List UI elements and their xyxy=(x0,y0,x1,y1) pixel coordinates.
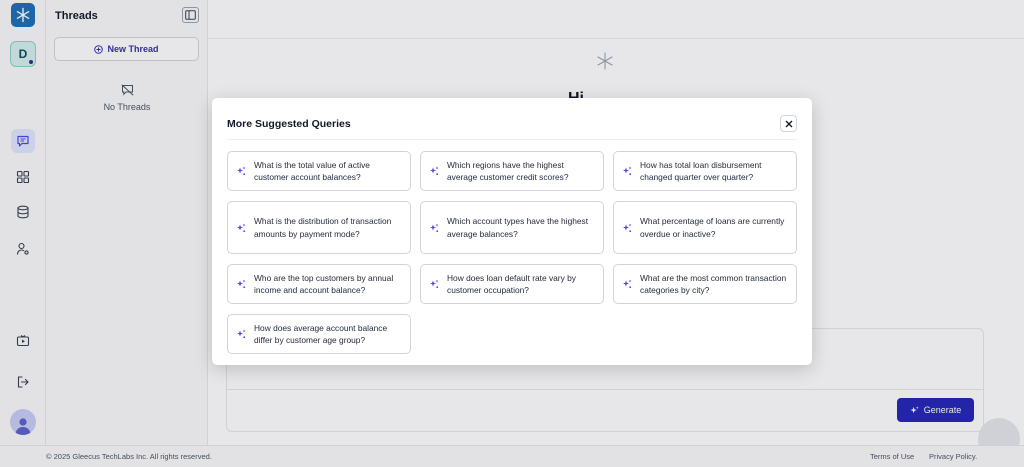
query-card[interactable] xyxy=(613,151,797,191)
query-card[interactable] xyxy=(227,314,411,354)
sparkle-icon xyxy=(429,223,439,233)
sparkle-icon xyxy=(429,279,439,289)
generate-label: Generate xyxy=(923,405,962,415)
query-text: Who are the top customers by annual income and account balance? xyxy=(254,272,394,295)
terms-link[interactable]: Terms of Use xyxy=(870,452,915,461)
no-threads-label: No Threads xyxy=(103,102,151,112)
query-text: Which regions have the highest average customer credit scores? xyxy=(447,159,569,182)
new-thread-label: New Thread xyxy=(107,44,159,54)
query-card[interactable] xyxy=(420,201,604,254)
query-card[interactable] xyxy=(227,201,411,254)
sparkle-icon xyxy=(622,279,632,289)
query-card[interactable] xyxy=(613,264,797,304)
query-text: What is the total value of active customer account balances? xyxy=(254,159,370,182)
workspace-initial: D xyxy=(18,47,28,61)
query-card[interactable] xyxy=(420,264,604,304)
copyright-text: © 2025 Gleecus TechLabs Inc. All rights reserved. xyxy=(46,452,212,461)
query-text: What is the distribution of transaction amounts by payment mode? xyxy=(254,216,392,239)
query-text: Which account types have the highest average balances? xyxy=(447,216,589,239)
query-card[interactable] xyxy=(227,264,411,304)
privacy-link[interactable]: Privacy Policy. xyxy=(929,452,978,461)
query-text: What percentage of loans are currently overdue or inactive? xyxy=(640,216,785,239)
sparkle-icon xyxy=(236,166,246,176)
query-text: How does loan default rate vary by customer occupation? xyxy=(447,272,576,295)
query-text: What are the most common transaction categories by city? xyxy=(640,272,787,295)
modal-close-button[interactable] xyxy=(780,115,797,132)
query-card[interactable] xyxy=(227,151,411,191)
modal-title: More Suggested Queries xyxy=(227,118,351,130)
query-text: How does average account balance differ by customer age group? xyxy=(254,322,388,345)
query-text: How has total loan disbursement changed quarter over quarter? xyxy=(640,159,762,182)
query-card[interactable] xyxy=(420,151,604,191)
suggested-queries-modal xyxy=(212,98,812,365)
sparkle-icon xyxy=(622,166,632,176)
sparkle-icon xyxy=(622,223,632,233)
sparkle-icon xyxy=(236,279,246,289)
threads-title: Threads xyxy=(55,10,98,22)
query-card[interactable] xyxy=(613,201,797,254)
sparkle-icon xyxy=(429,166,439,176)
close-icon xyxy=(785,120,793,128)
sparkle-icon xyxy=(236,329,246,339)
sparkle-icon xyxy=(236,223,246,233)
modal-divider xyxy=(227,139,797,140)
